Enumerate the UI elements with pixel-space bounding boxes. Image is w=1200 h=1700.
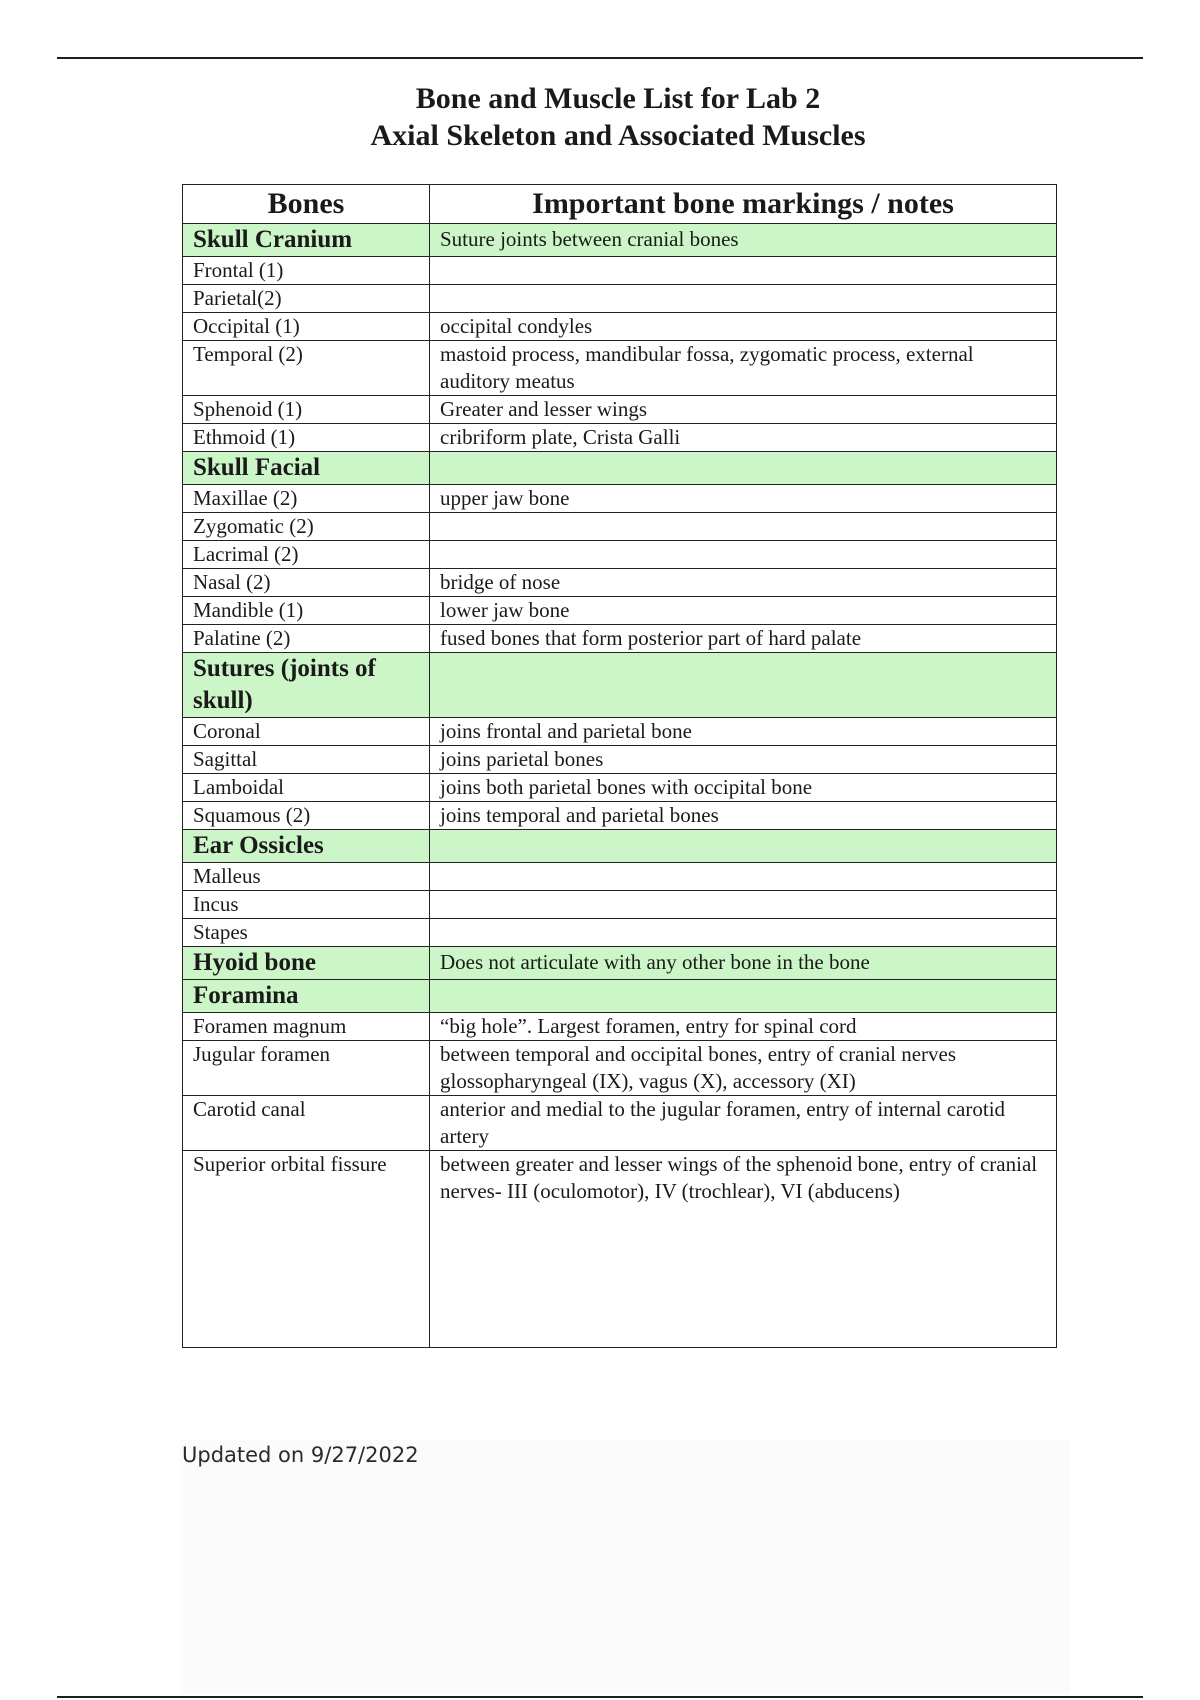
- table-row: [183, 1151, 1057, 1348]
- bone-name-cell: Jugular foramen: [183, 1041, 430, 1096]
- bone-notes-cell: joins frontal and parietal bone: [430, 718, 1057, 746]
- bone-notes-cell: cribriform plate, Crista Galli: [430, 424, 1057, 452]
- bone-name-cell: Occipital (1): [183, 313, 430, 341]
- document-title: Bone and Muscle List for Lab 2: [415, 82, 821, 115]
- bone-name-cell: Squamous (2): [183, 802, 430, 830]
- bone-notes-cell: [430, 541, 1057, 569]
- bone-notes-cell: upper jaw bone: [430, 485, 1057, 513]
- table-row: [183, 1096, 1057, 1151]
- table-row: [183, 513, 1057, 541]
- table-row: [183, 802, 1057, 830]
- bone-notes-cell: between greater and lesser wings of the sphenoid bone, entry of cranial nerves- III (oculomotor), IV (trochlear), VI (abducens): [430, 1151, 1057, 1348]
- section-row: [183, 980, 1057, 1013]
- table-row: [183, 541, 1057, 569]
- section-row: [183, 830, 1057, 863]
- table-row: [183, 919, 1057, 947]
- bone-notes-cell: mastoid process, mandibular fossa, zygomatic process, external auditory meatus: [430, 341, 1057, 396]
- table-row: [183, 485, 1057, 513]
- bone-notes-cell: “big hole”. Largest foramen, entry for spinal cord: [430, 1013, 1057, 1041]
- bone-name-cell: Incus: [183, 891, 430, 919]
- table-row: [183, 341, 1057, 396]
- bone-name-cell: Foramina: [183, 980, 430, 1013]
- bone-name-cell: Coronal: [183, 718, 430, 746]
- bottom-rule: [57, 1696, 1143, 1698]
- table-row: [183, 257, 1057, 285]
- bone-notes-cell: between temporal and occipital bones, entry of cranial nerves glossopharyngeal (IX), vagus (X), accessory (XI): [430, 1041, 1057, 1096]
- table-row: [183, 1041, 1057, 1096]
- section-row: [183, 452, 1057, 485]
- table-row: [183, 718, 1057, 746]
- bone-name-cell: Temporal (2): [183, 341, 430, 396]
- bone-notes-cell: fused bones that form posterior part of hard palate: [430, 625, 1057, 653]
- table-header-row: [183, 185, 1057, 224]
- bone-notes-cell: [430, 285, 1057, 313]
- bone-name-cell: Skull Facial: [183, 452, 430, 485]
- bone-name-cell: Skull Cranium: [183, 224, 430, 257]
- bone-name-cell: Nasal (2): [183, 569, 430, 597]
- table-row: [183, 1013, 1057, 1041]
- table-row: [183, 569, 1057, 597]
- bone-name-cell: Carotid canal: [183, 1096, 430, 1151]
- bone-name-cell: Palatine (2): [183, 625, 430, 653]
- bone-name-cell: Stapes: [183, 919, 430, 947]
- table-row: [183, 424, 1057, 452]
- bone-notes-cell: lower jaw bone: [430, 597, 1057, 625]
- table-row: [183, 597, 1057, 625]
- section-row: [183, 224, 1057, 257]
- bone-notes-cell: joins temporal and parietal bones: [430, 802, 1057, 830]
- table-row: [183, 863, 1057, 891]
- bone-name-cell: Mandible (1): [183, 597, 430, 625]
- section-row: [183, 947, 1057, 980]
- bone-name-cell: Sagittal: [183, 746, 430, 774]
- bone-notes-cell: [430, 513, 1057, 541]
- bone-name-cell: Sutures (joints of skull): [183, 653, 430, 718]
- bone-notes-cell: [430, 891, 1057, 919]
- bone-name-cell: Lamboidal: [183, 774, 430, 802]
- bone-name-cell: Malleus: [183, 863, 430, 891]
- bone-notes-cell: joins both parietal bones with occipital bone: [430, 774, 1057, 802]
- bone-name-cell: Parietal(2): [183, 285, 430, 313]
- bone-name-cell: Sphenoid (1): [183, 396, 430, 424]
- table-row: [183, 313, 1057, 341]
- header-notes: Important bone markings / notes: [430, 185, 1057, 224]
- bone-notes-cell: Greater and lesser wings: [430, 396, 1057, 424]
- bone-notes-cell: [430, 257, 1057, 285]
- bone-notes-cell: [430, 452, 1057, 485]
- table-row: [183, 396, 1057, 424]
- bone-notes-cell: [430, 980, 1057, 1013]
- document-subtitle: Axial Skeleton and Associated Muscles: [370, 119, 866, 152]
- page-background-panel: [180, 1440, 1070, 1694]
- table-row: [183, 746, 1057, 774]
- bone-notes-cell: occipital condyles: [430, 313, 1057, 341]
- bone-notes-cell: [430, 919, 1057, 947]
- bone-notes-cell: anterior and medial to the jugular foramen, entry of internal carotid artery: [430, 1096, 1057, 1151]
- bones-table: [182, 184, 1057, 1348]
- bone-notes-cell: [430, 863, 1057, 891]
- bone-name-cell: Superior orbital fissure: [183, 1151, 430, 1348]
- table-row: [183, 625, 1057, 653]
- bone-name-cell: Ear Ossicles: [183, 830, 430, 863]
- section-row: [183, 653, 1057, 718]
- table-row: [183, 774, 1057, 802]
- bone-notes-cell: bridge of nose: [430, 569, 1057, 597]
- updated-date: Updated on 9/27/2022: [182, 1443, 419, 1467]
- table-row: [183, 891, 1057, 919]
- bone-name-cell: Frontal (1): [183, 257, 430, 285]
- document-header: [0, 80, 1200, 154]
- header-bones: Bones: [183, 185, 430, 224]
- bone-name-cell: Foramen magnum: [183, 1013, 430, 1041]
- bone-name-cell: Ethmoid (1): [183, 424, 430, 452]
- bone-notes-cell: Suture joints between cranial bones: [430, 224, 1057, 257]
- bone-notes-cell: [430, 830, 1057, 863]
- bone-notes-cell: joins parietal bones: [430, 746, 1057, 774]
- bone-notes-cell: [430, 653, 1057, 718]
- bone-name-cell: Zygomatic (2): [183, 513, 430, 541]
- table-row: [183, 285, 1057, 313]
- bone-notes-cell: Does not articulate with any other bone in the bone: [430, 947, 1057, 980]
- bone-name-cell: Hyoid bone: [183, 947, 430, 980]
- top-rule: [57, 57, 1143, 59]
- bone-name-cell: Lacrimal (2): [183, 541, 430, 569]
- bone-name-cell: Maxillae (2): [183, 485, 430, 513]
